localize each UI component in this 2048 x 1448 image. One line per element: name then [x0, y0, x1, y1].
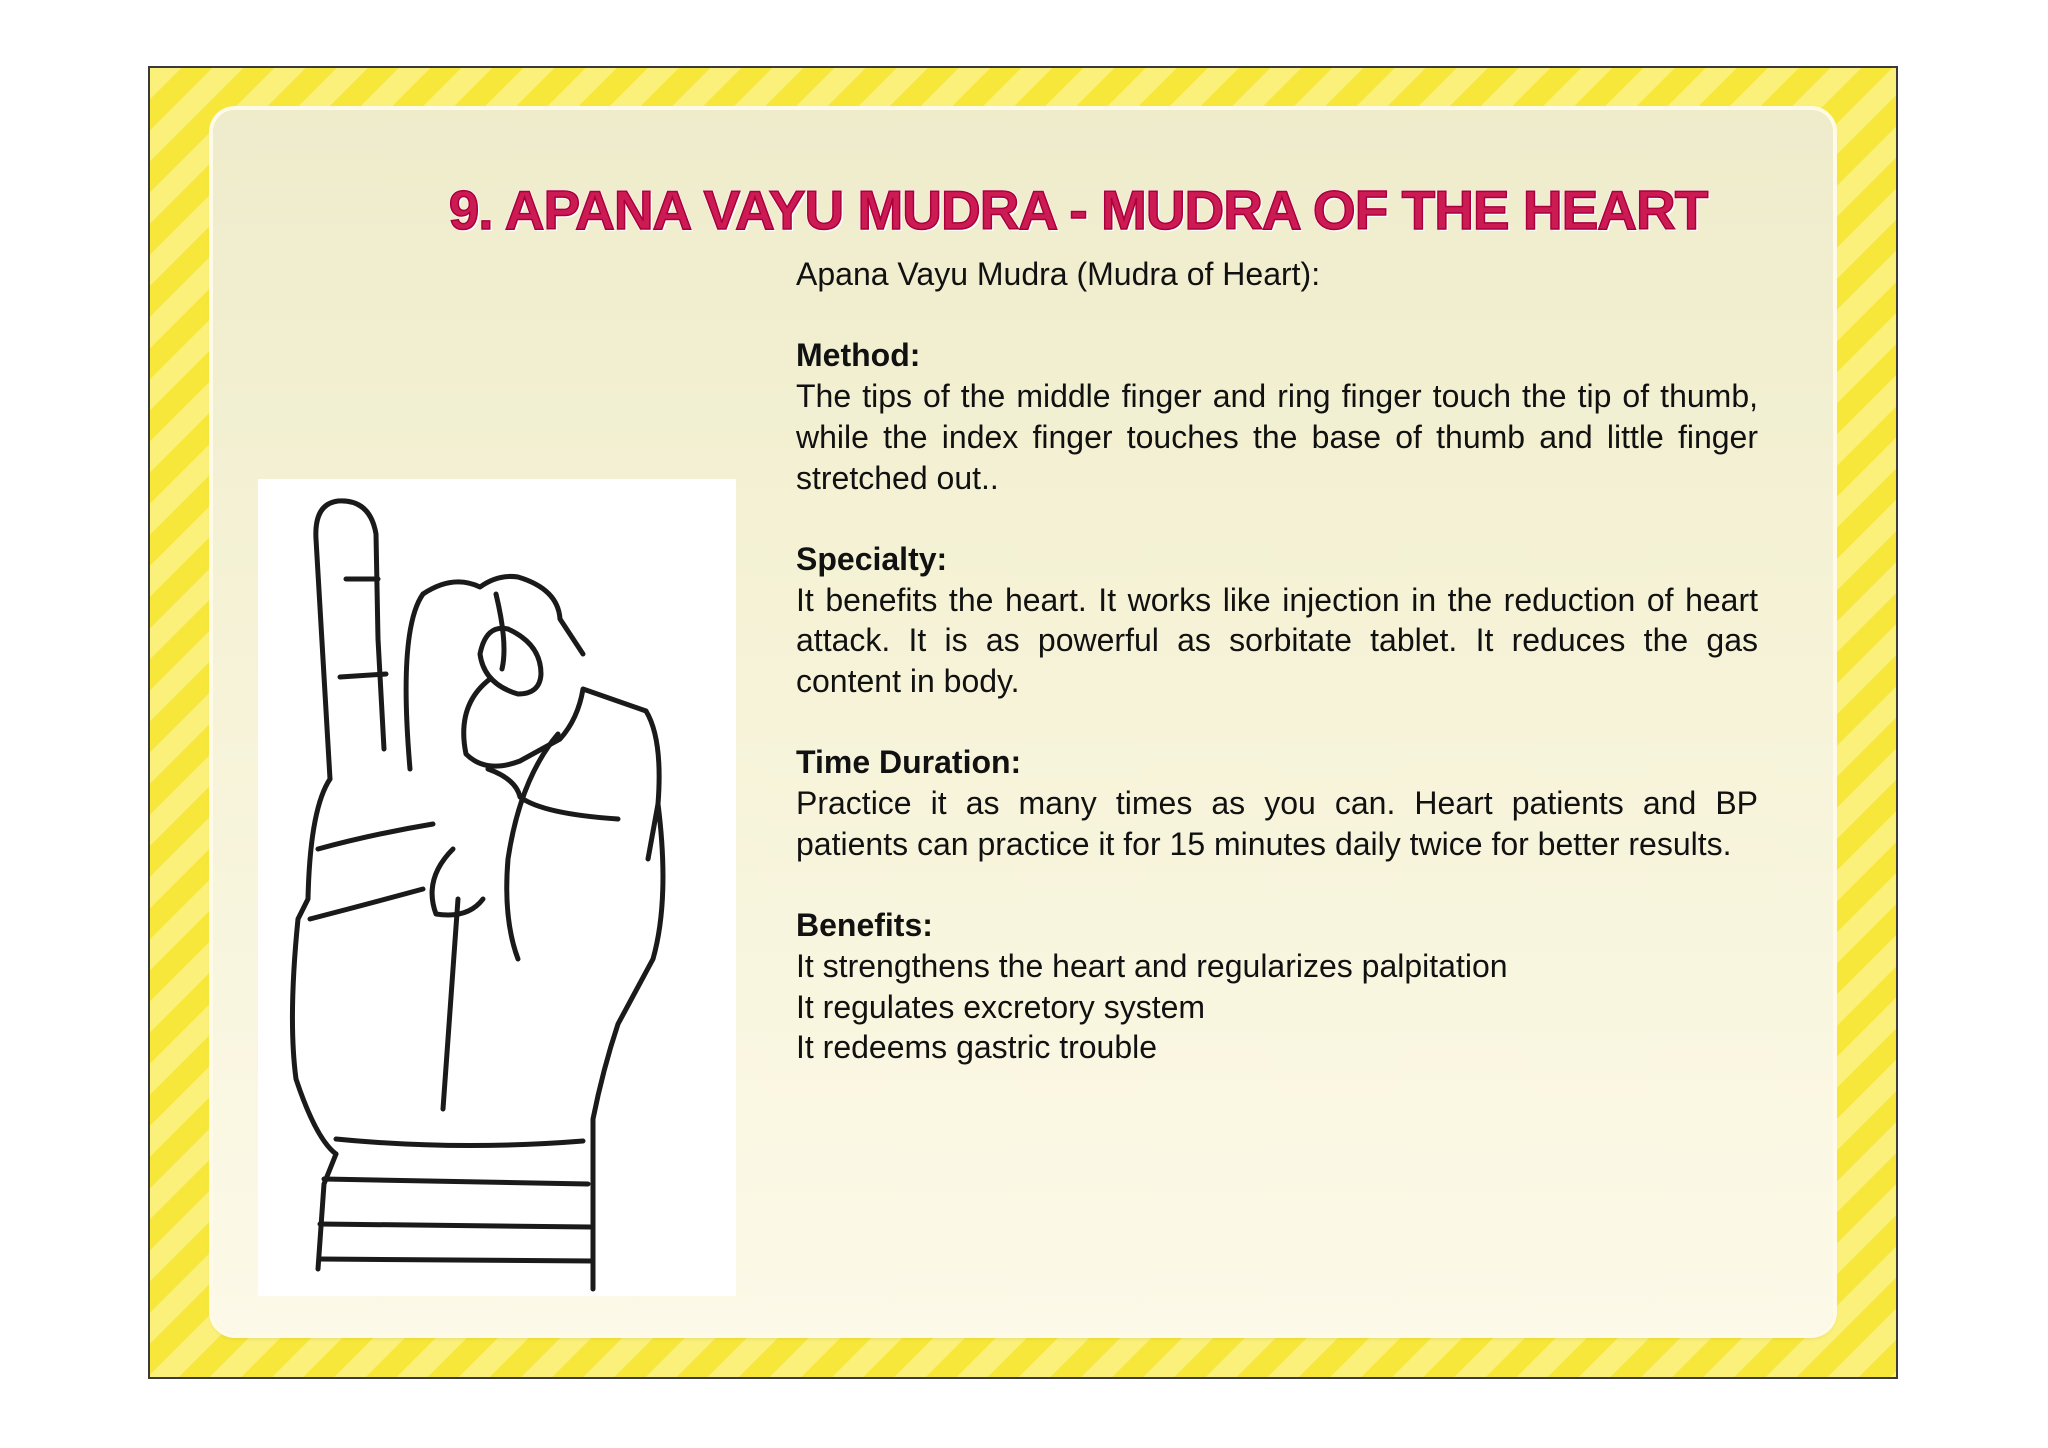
curled-finger-inner [496, 594, 504, 669]
thumb-outline [464, 679, 646, 766]
mudra-description [796, 254, 1758, 1068]
specialty-heading: Specialty: [796, 540, 948, 577]
thumb-mound [507, 734, 558, 959]
palm-right-edge [593, 804, 663, 1169]
palm-crease-center [443, 899, 458, 1109]
wrist-line-3 [320, 1224, 590, 1227]
palm-line-2 [310, 889, 423, 919]
palm-line-1 [318, 824, 433, 849]
time-duration-text: Practice it as many times as you can. Heart patients and BP patients can practice it for 15 minutes daily twice for better results. [796, 785, 1758, 862]
method-text: The tips of the middle finger and ring finger touch the tip of thumb, while the index finger touches the base of thumb and little finger stretched out.. [796, 378, 1758, 496]
page-title: 9. APANA VAYU MUDRA - MUDRA OF THE HEART [448, 179, 1708, 241]
time-duration-heading: Time Duration: [796, 744, 1022, 781]
wrist-line-2 [324, 1179, 588, 1184]
thumb-base [646, 711, 659, 859]
benefits-heading: Benefits: [796, 907, 933, 944]
palm-line-3 [488, 769, 618, 819]
palm-left-edge [292, 779, 336, 1154]
wrist-line-1 [336, 1139, 583, 1146]
intro-text: Apana Vayu Mudra (Mudra of Heart): [796, 256, 1321, 292]
index-finger-outline [316, 501, 384, 779]
index-finger-crease-2 [340, 674, 386, 677]
method-heading: Method: [796, 337, 921, 374]
benefit-item: It redeems gastric trouble [796, 1029, 1158, 1066]
benefit-item: It strengthens the heart and regularizes palpitation [796, 947, 1508, 984]
benefit-item: It regulates excretory system [796, 988, 1206, 1025]
wrist-left-edge [318, 1154, 336, 1269]
specialty-text: It benefits the heart. It works like injection in the reduction of heart attack. It is as powerful as sorbitate tablet. It reduces the gas content in body. [796, 581, 1758, 699]
thumb-tip [480, 628, 541, 694]
hand-mudra-illustration [258, 479, 736, 1296]
wrist-line-4 [320, 1259, 593, 1261]
